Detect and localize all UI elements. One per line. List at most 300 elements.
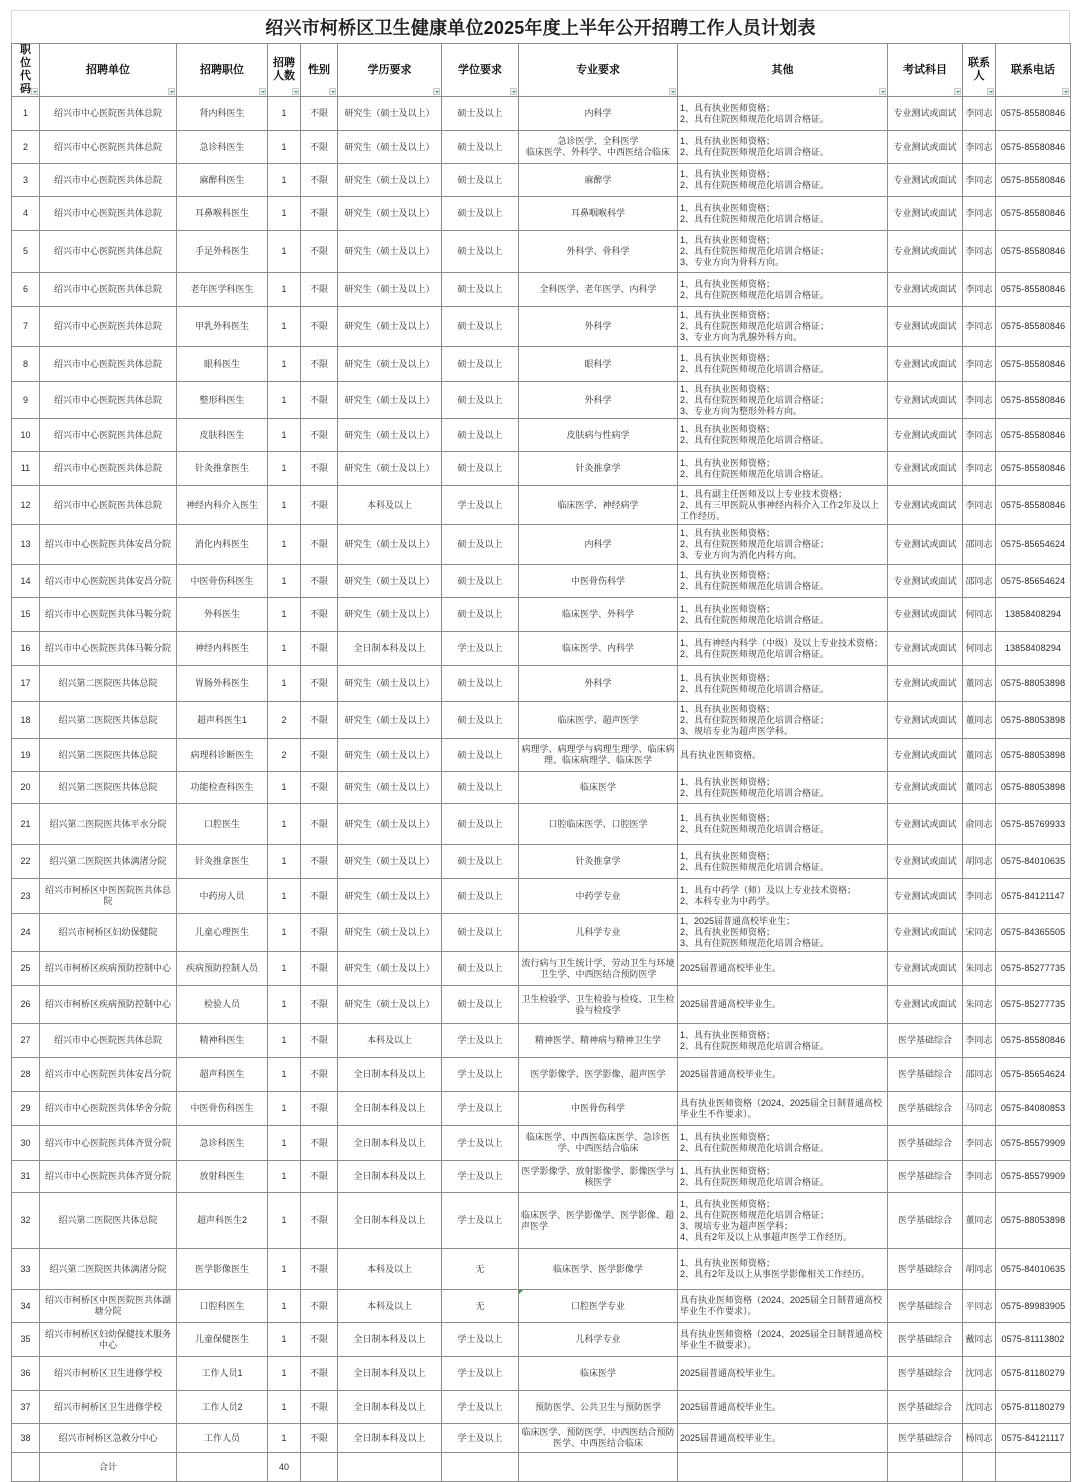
other-line: 2025届普通高校毕业生。 (680, 1432, 782, 1443)
cell-contact: 李同志 (963, 231, 996, 273)
table-row (12, 986, 1071, 1024)
total-label: 合计 (40, 1453, 177, 1482)
cell-code: 38 (12, 1424, 40, 1453)
cell-code: 5 (12, 231, 40, 273)
cell-education: 研究生（硕士及以上） (338, 419, 442, 452)
header-label: 性别 (308, 63, 330, 76)
cell-major (519, 164, 678, 197)
other-line: 3、专业方向为骨科方向。 (680, 257, 785, 267)
cell-code (12, 1453, 40, 1482)
table-row (12, 1126, 1071, 1161)
other-line: 1、具有执业医师资格； (680, 310, 776, 320)
cell-exam: 专业测试或面试 (888, 702, 963, 739)
major-line: 精神医学、精神病与精神卫生学 (534, 1035, 661, 1045)
table-body (12, 97, 1071, 1453)
cell-major (519, 1424, 678, 1453)
filter-dropdown-button[interactable] (669, 88, 676, 95)
cell-unit: 绍兴市中心医院医共体总院 (40, 231, 177, 273)
major-line: 耳鼻咽喉科学 (570, 208, 625, 218)
other-line: 2、具有住院医师规范化培训合格证； (680, 394, 830, 405)
cell-contact: 李同志 (963, 382, 996, 419)
cell-degree: 学士及以上 (442, 1193, 519, 1249)
cell-unit: 绍兴市中心医院医共体总院 (40, 197, 177, 231)
cell-education: 全日制本科及以上 (338, 1357, 442, 1391)
cell-gender: 不限 (301, 986, 338, 1024)
cell-phone: 0575-85580846 (996, 164, 1071, 197)
cell-major (519, 1323, 678, 1357)
other-line: 1、具有执业医师资格； (680, 528, 776, 538)
other-line: 2、具有住院医师规范化培训合格证。 (680, 861, 830, 872)
cell-degree: 学士及以上 (442, 1424, 519, 1453)
other-line: 2025届普通高校毕业生。 (680, 999, 782, 1009)
cell-exam (888, 1453, 963, 1482)
header-label: 招聘单位 (86, 63, 130, 76)
cell-other (678, 986, 888, 1024)
cell-phone: 0575-88053898 (996, 739, 1071, 772)
cell-position: 超声科医生2 (177, 1193, 268, 1249)
other-line: 2025届普通高校毕业生。 (680, 1401, 782, 1412)
table-row (12, 845, 1071, 879)
cell-contact: 平同志 (963, 1290, 996, 1323)
cell-contact: 杨同志 (963, 1424, 996, 1453)
cell-education: 研究生（硕士及以上） (338, 164, 442, 197)
cell-count: 1 (268, 598, 301, 632)
cell-major (519, 231, 678, 273)
cell-count: 1 (268, 347, 301, 382)
cell-unit: 绍兴市中心医院医共体总院 (40, 486, 177, 525)
cell-degree: 无 (442, 1290, 519, 1323)
chevron-down-icon (881, 91, 885, 93)
cell-education: 本科及以上 (338, 1290, 442, 1323)
cell-gender: 不限 (301, 382, 338, 419)
header-label: 专业要求 (576, 63, 620, 76)
cell-exam: 专业测试或面试 (888, 632, 963, 666)
table-row (12, 598, 1071, 632)
cell-phone: 0575-84010635 (996, 845, 1071, 879)
cell-count: 1 (268, 1391, 301, 1424)
cell-degree: 硕士及以上 (442, 164, 519, 197)
cell-degree: 硕士及以上 (442, 307, 519, 347)
header-other (678, 44, 888, 97)
cell-contact: 俞同志 (963, 804, 996, 845)
cell-degree: 硕士及以上 (442, 382, 519, 419)
major-line: 外科学 (584, 321, 612, 331)
cell-count: 1 (268, 1092, 301, 1126)
cell-degree: 硕士及以上 (442, 97, 519, 131)
other-line: 1、具有中药学（师）及以上专业技术资格； (680, 885, 857, 895)
cell-gender: 不限 (301, 1323, 338, 1357)
cell-other (678, 952, 888, 986)
cell-unit: 绍兴第二医院医共体总院 (40, 772, 177, 804)
cell-code: 3 (12, 164, 40, 197)
cell-contact: 董同志 (963, 1193, 996, 1249)
filter-dropdown-button[interactable] (954, 88, 961, 95)
major-line: 口腔临床医学、口腔医学 (548, 818, 648, 829)
cell-phone: 13858408294 (996, 632, 1071, 666)
cell-degree: 硕士及以上 (442, 273, 519, 307)
filter-dropdown-button[interactable] (168, 88, 175, 95)
table-row (12, 1058, 1071, 1092)
cell-phone: 0575-84121147 (996, 879, 1071, 914)
cell-other (678, 307, 888, 347)
filter-dropdown-button[interactable] (433, 88, 440, 95)
table-row (12, 804, 1071, 845)
cell-gender: 不限 (301, 1058, 338, 1092)
cell-code: 21 (12, 804, 40, 845)
cell-major (519, 986, 678, 1024)
other-line: 3、规培专业为超声医学科。 (680, 725, 794, 736)
other-line: 2、具有住院医师规范化培训合格证。 (680, 113, 830, 124)
cell-phone: 0575-81113802 (996, 1323, 1071, 1357)
other-line: 1、具有执业医师资格； (680, 136, 776, 146)
cell-phone: 0575-85580846 (996, 131, 1071, 164)
cell-count: 2 (268, 702, 301, 739)
cell-code: 19 (12, 739, 40, 772)
cell-count: 1 (268, 419, 301, 452)
cell-unit: 绍兴市柯桥区急救分中心 (40, 1424, 177, 1453)
other-line: 2、具有住院医师规范化培训合格证。 (680, 1040, 830, 1051)
cell-position: 放射科医生 (177, 1161, 268, 1193)
cell-other (678, 1024, 888, 1058)
other-line: 2025届普通高校毕业生。 (680, 963, 782, 973)
cell-count: 1 (268, 1058, 301, 1092)
cell-phone: 0575-85580846 (996, 197, 1071, 231)
other-line: 1、具有执业医师资格； (680, 278, 776, 289)
cell-major (519, 632, 678, 666)
cell-education: 研究生（硕士及以上） (338, 231, 442, 273)
cell-other (678, 347, 888, 382)
table-row (12, 1391, 1071, 1424)
cell-gender: 不限 (301, 164, 338, 197)
cell-unit: 绍兴市柯桥区妇幼保健院 (40, 914, 177, 952)
cell-code: 36 (12, 1357, 40, 1391)
cell-other (678, 525, 888, 565)
filter-dropdown-button[interactable] (31, 88, 38, 95)
cell-unit: 绍兴市中心医院医共体总院 (40, 1024, 177, 1058)
other-line: 1、具有执业医师资格； (680, 850, 776, 861)
major-line: 临床医学、医学影像学、医学影像、超声医学 (521, 1209, 675, 1231)
cell-contact: 马同志 (963, 1092, 996, 1126)
other-line: 1、具有执业医师资格； (680, 1132, 776, 1142)
cell-degree: 学士及以上 (442, 1024, 519, 1058)
cell-degree: 硕士及以上 (442, 772, 519, 804)
cell-position: 工作人员1 (177, 1357, 268, 1391)
cell-major (519, 1453, 678, 1482)
other-line: 1、具有执业医师资格； (680, 102, 776, 113)
cell-exam: 专业测试或面试 (888, 452, 963, 486)
cell-phone: 0575-85580846 (996, 486, 1071, 525)
cell-count: 1 (268, 666, 301, 702)
cell-contact: 李同志 (963, 1024, 996, 1058)
cell-unit: 绍兴市中心医院医共体华舍分院 (40, 1092, 177, 1126)
major-line: 口腔医学专业 (570, 1300, 625, 1311)
cell-education: 研究生（硕士及以上） (338, 986, 442, 1024)
cell-major (519, 702, 678, 739)
cell-position: 针灸推拿医生 (177, 452, 268, 486)
cell-count: 1 (268, 565, 301, 598)
total-count: 40 (268, 1453, 301, 1482)
cell-exam: 专业测试或面试 (888, 419, 963, 452)
cell-major (519, 419, 678, 452)
major-line: 皮肤病与性病学 (566, 429, 630, 440)
cell-exam: 专业测试或面试 (888, 382, 963, 419)
major-line: 临床医学、外科学 (561, 609, 634, 619)
cell-degree: 学士及以上 (442, 1092, 519, 1126)
cell-contact: 戴同志 (963, 1323, 996, 1357)
cell-phone: 0575-88053898 (996, 1193, 1071, 1249)
cell-phone: 0575-89983905 (996, 1290, 1071, 1323)
cell-code: 2 (12, 131, 40, 164)
cell-count: 1 (268, 914, 301, 952)
cell-unit: 绍兴市柯桥区卫生进修学校 (40, 1357, 177, 1391)
cell-education: 研究生（硕士及以上） (338, 952, 442, 986)
cell-other (678, 598, 888, 632)
other-line: 1、具有执业医师资格； (680, 1198, 776, 1209)
cell-count: 1 (268, 1323, 301, 1357)
cell-count: 1 (268, 1357, 301, 1391)
cell-degree: 硕士及以上 (442, 845, 519, 879)
major-line: 内科学 (584, 108, 612, 118)
cell-other (678, 1453, 888, 1482)
cell-major (519, 1092, 678, 1126)
cell-code: 37 (12, 1391, 40, 1424)
cell-major (519, 565, 678, 598)
cell-degree: 硕士及以上 (442, 666, 519, 702)
cell-count: 1 (268, 952, 301, 986)
cell-other (678, 702, 888, 739)
cell-gender: 不限 (301, 1092, 338, 1126)
cell-contact: 朱同志 (963, 986, 996, 1024)
other-line: 1、具有执业医师资格； (680, 603, 776, 614)
other-line: 2、具有住院医师规范化培训合格证； (680, 321, 830, 331)
other-line: 2、具有住院医师规范化培训合格证。 (680, 364, 830, 374)
header-label: 学历要求 (367, 63, 412, 76)
cell-code: 31 (12, 1161, 40, 1193)
other-line: 2025届普通高校毕业生。 (680, 1069, 782, 1079)
cell-position: 针灸推拿医生 (177, 845, 268, 879)
cell-education: 研究生（硕士及以上） (338, 273, 442, 307)
other-line: 具有执业医师资格（2024、2025届全日制普通高校毕业生不做要求）。 (680, 1328, 883, 1350)
cell-count: 1 (268, 525, 301, 565)
header-label: 联系电话 (1011, 63, 1055, 76)
table-row (12, 879, 1071, 914)
cell-code: 8 (12, 347, 40, 382)
table-row (12, 1290, 1071, 1323)
cell-exam: 专业测试或面试 (888, 914, 963, 952)
cell-unit: 绍兴市中心医院医共体总院 (40, 347, 177, 382)
cell-contact: 胡同志 (963, 845, 996, 879)
cell-other (678, 1058, 888, 1092)
cell-position: 疾病预防控制人员 (177, 952, 268, 986)
other-line: 2、具有住院医师规范化培训合格证。 (680, 824, 830, 834)
cell-code: 22 (12, 845, 40, 879)
cell-other (678, 772, 888, 804)
cell-exam: 专业测试或面试 (888, 231, 963, 273)
cell-education: 研究生（硕士及以上） (338, 452, 442, 486)
cell-contact: 邵同志 (963, 565, 996, 598)
cell-gender: 不限 (301, 914, 338, 952)
cell-position: 麻醉科医生 (177, 164, 268, 197)
cell-degree: 学士及以上 (442, 1323, 519, 1357)
cell-code: 24 (12, 914, 40, 952)
cell-exam: 医学基础综合 (888, 1357, 963, 1391)
cell-gender: 不限 (301, 1126, 338, 1161)
major-line: 急诊医学、全科医学 (557, 136, 639, 146)
cell-exam: 专业测试或面试 (888, 565, 963, 598)
header-label: 其他 (771, 63, 794, 76)
cell-degree: 学士及以上 (442, 1126, 519, 1161)
cell-gender: 不限 (301, 879, 338, 914)
other-line: 2、具有住院医师规范化培训合格证。 (680, 787, 830, 798)
cell-count: 1 (268, 1290, 301, 1323)
filter-dropdown-button[interactable] (879, 88, 886, 95)
major-line: 临床医学 (579, 782, 616, 792)
cell-unit: 绍兴市中心医院医共体总院 (40, 97, 177, 131)
cell-code: 33 (12, 1249, 40, 1290)
other-line: 2、具有住院医师规范化培训合格证。 (680, 581, 830, 591)
cell-unit: 绍兴市中心医院医共体齐贤分院 (40, 1161, 177, 1193)
filter-dropdown-button[interactable] (329, 88, 336, 95)
cell-degree: 硕士及以上 (442, 197, 519, 231)
filter-dropdown-button[interactable] (987, 88, 994, 95)
header-major (519, 44, 678, 97)
cell-phone: 0575-84365505 (996, 914, 1071, 952)
other-line: 2、具有住院医师规范化培训合格证。 (680, 468, 830, 479)
cell-position: 神经内科介入医生 (177, 486, 268, 525)
cell-contact: 李同志 (963, 419, 996, 452)
cell-major (519, 347, 678, 382)
other-line: 1、具有执业医师资格； (680, 457, 776, 468)
cell-major (519, 739, 678, 772)
cell-major (519, 197, 678, 231)
major-line: 针灸推拿学 (575, 856, 621, 866)
chevron-down-icon (33, 91, 37, 93)
cell-phone: 0575-85580846 (996, 231, 1071, 273)
cell-contact: 邵同志 (963, 525, 996, 565)
cell-education: 全日制本科及以上 (338, 1323, 442, 1357)
cell-major (519, 131, 678, 164)
major-line: 医学影像学、放射影像学、影像医学与核医学 (521, 1165, 675, 1187)
filter-dropdown-button[interactable] (510, 88, 517, 95)
cell-position: 眼科医生 (177, 347, 268, 382)
cell-contact (963, 1453, 996, 1482)
cell-education: 研究生（硕士及以上） (338, 845, 442, 879)
cell-code: 9 (12, 382, 40, 419)
other-line: 2、具有住院医师规范化培训合格证。 (680, 1143, 830, 1153)
cell-phone: 0575-88053898 (996, 666, 1071, 702)
cell-exam: 专业测试或面试 (888, 879, 963, 914)
table-row (12, 702, 1071, 739)
cell-major (519, 1391, 678, 1424)
cell-gender: 不限 (301, 565, 338, 598)
cell-code: 10 (12, 419, 40, 452)
cell-count: 1 (268, 845, 301, 879)
cell-contact: 李同志 (963, 1161, 996, 1193)
other-line: 3、专业方向为整形外科方向。 (680, 405, 803, 416)
cell-gender: 不限 (301, 1290, 338, 1323)
cell-unit: 绍兴第二医院医共体平水分院 (40, 804, 177, 845)
cell-unit: 绍兴市柯桥区妇幼保健技术服务中心 (40, 1323, 177, 1357)
filter-dropdown-button[interactable] (259, 88, 266, 95)
cell-degree: 无 (442, 1249, 519, 1290)
major-line: 卫生检验学、卫生检验与检疫、卫生检验与检疫学 (521, 993, 675, 1015)
cell-other (678, 486, 888, 525)
cell-gender: 不限 (301, 1391, 338, 1424)
cell-major (519, 525, 678, 565)
cell-phone: 0575-85580846 (996, 273, 1071, 307)
cell-degree: 硕士及以上 (442, 879, 519, 914)
cell-other (678, 131, 888, 164)
filter-dropdown-button[interactable] (292, 88, 299, 95)
cell-gender: 不限 (301, 632, 338, 666)
cell-unit: 绍兴市中心医院医共体齐贤分院 (40, 1126, 177, 1161)
header-label: 招聘人数 (273, 57, 295, 82)
cell-position: 老年医学科医生 (177, 273, 268, 307)
cell-other (678, 1424, 888, 1453)
cell-count: 1 (268, 452, 301, 486)
cell-exam: 专业测试或面试 (888, 131, 963, 164)
cell-degree: 硕士及以上 (442, 739, 519, 772)
other-line: 1、具有执业医师资格； (680, 776, 776, 787)
other-line: 具有执业医师资格（2024、2025届全日制普通高校毕业生不作要求）。 (680, 1097, 883, 1119)
cell-position: 急诊科医生 (177, 1126, 268, 1161)
cell-education: 研究生（硕士及以上） (338, 197, 442, 231)
other-line: 2、具有住院医师规范化培训合格证。 (680, 147, 830, 157)
cell-position: 中医骨伤科医生 (177, 565, 268, 598)
cell-education (338, 1453, 442, 1482)
cell-education: 本科及以上 (338, 1024, 442, 1058)
cell-degree: 硕士及以上 (442, 347, 519, 382)
table-row (12, 952, 1071, 986)
cell-phone: 0575-85580846 (996, 307, 1071, 347)
cell-position: 口腔医生 (177, 804, 268, 845)
cell-exam: 专业测试或面试 (888, 164, 963, 197)
cell-count: 1 (268, 772, 301, 804)
cell-count: 1 (268, 164, 301, 197)
cell-phone: 0575-85769933 (996, 804, 1071, 845)
cell-exam: 医学基础综合 (888, 1126, 963, 1161)
table-row (12, 486, 1071, 525)
other-line: 3、专业方向为乳腺外科方向。 (680, 332, 803, 342)
cell-count: 1 (268, 231, 301, 273)
cell-major (519, 1161, 678, 1193)
cell-exam: 医学基础综合 (888, 1391, 963, 1424)
cell-major (519, 1126, 678, 1161)
other-line: 1、具有执业医师资格； (680, 169, 776, 179)
cell-position: 检验人员 (177, 986, 268, 1024)
cell-other (678, 419, 888, 452)
recruitment-plan-table (11, 43, 1071, 1482)
cell-count: 1 (268, 804, 301, 845)
major-line: 流行病与卫生统计学、劳动卫生与环境卫生学、中西医结合预防医学 (521, 957, 675, 979)
cell-exam: 医学基础综合 (888, 1161, 963, 1193)
table-row (12, 1357, 1071, 1391)
cell-other (678, 273, 888, 307)
cell-degree: 学士及以上 (442, 1357, 519, 1391)
filter-dropdown-button[interactable] (1062, 88, 1069, 95)
major-line: 内科学 (584, 539, 612, 549)
table-row (12, 347, 1071, 382)
cell-contact: 宋同志 (963, 914, 996, 952)
cell-unit: 绍兴市中心医院医共体马鞍分院 (40, 598, 177, 632)
header-row (12, 44, 1071, 97)
other-line: 2、具有执业医师资格； (680, 927, 776, 937)
cell-unit: 绍兴第二医院医共体总院 (40, 1193, 177, 1249)
chevron-down-icon (956, 91, 960, 93)
cell-education: 本科及以上 (338, 486, 442, 525)
cell-phone: 0575-84080853 (996, 1092, 1071, 1126)
cell-other (678, 1161, 888, 1193)
